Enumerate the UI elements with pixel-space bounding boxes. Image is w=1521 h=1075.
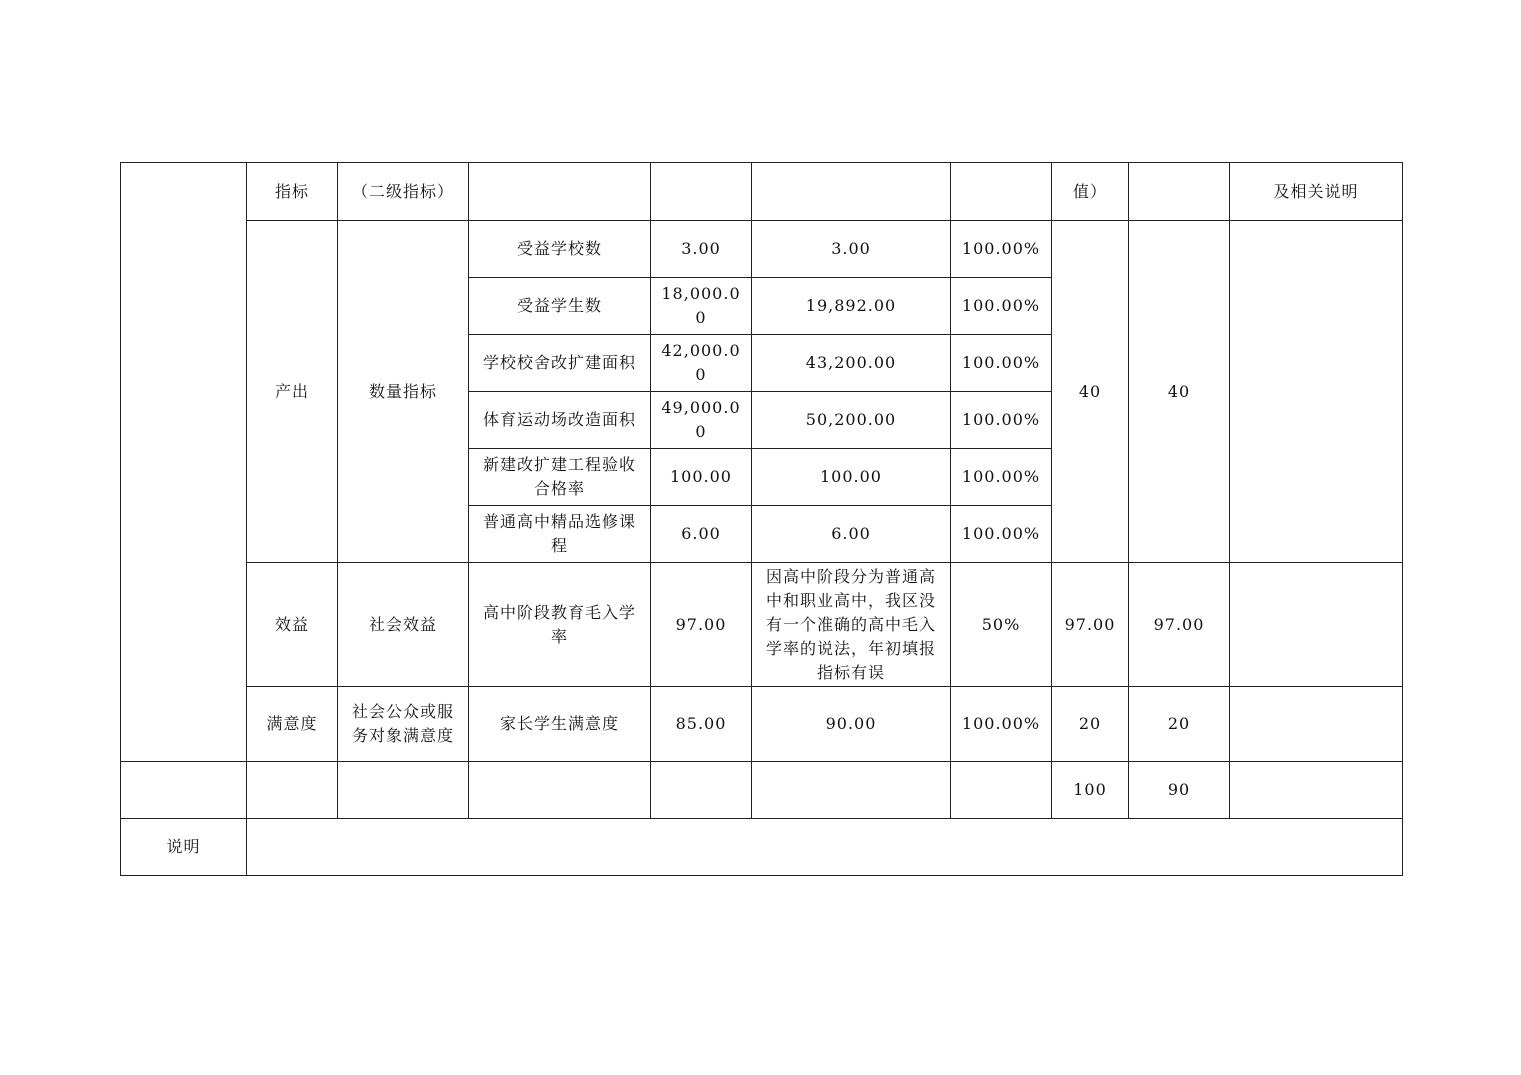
completion-rate: 100.00% <box>951 687 1052 762</box>
indicator-name: 受益学生数 <box>469 278 651 335</box>
actual-value: 50,200.00 <box>752 392 951 449</box>
header-score <box>1129 163 1230 221</box>
notes-label: 说明 <box>121 819 247 876</box>
benefit-remarks <box>1230 563 1403 687</box>
level2-social-benefit: 社会效益 <box>338 563 469 687</box>
total-empty-cell <box>951 762 1052 819</box>
notes-content <box>247 819 1403 876</box>
indicator-name: 学校校舍改扩建面积 <box>469 335 651 392</box>
target-value: 42,000.00 <box>651 335 752 392</box>
satisfaction-score: 20 <box>1129 687 1230 762</box>
completion-rate: 100.00% <box>951 221 1052 278</box>
total-weight: 100 <box>1052 762 1129 819</box>
header-level2-indicator: （二级指标） <box>338 163 469 221</box>
table-row <box>121 563 1403 687</box>
indicator-name: 体育运动场改造面积 <box>469 392 651 449</box>
completion-rate: 100.00% <box>951 506 1052 563</box>
total-empty-cell <box>469 762 651 819</box>
actual-value: 90.00 <box>752 687 951 762</box>
header-remarks: 及相关说明 <box>1230 163 1403 221</box>
target-value: 3.00 <box>651 221 752 278</box>
actual-value: 100.00 <box>752 449 951 506</box>
table-row <box>121 687 1403 762</box>
indicator-name: 高中阶段教育毛入学率 <box>469 563 651 687</box>
actual-value: 3.00 <box>752 221 951 278</box>
table-header-row <box>121 163 1403 221</box>
satisfaction-weight: 20 <box>1052 687 1129 762</box>
completion-rate: 100.00% <box>951 392 1052 449</box>
total-score: 90 <box>1129 762 1230 819</box>
actual-value-explanation: 因高中阶段分为普通高中和职业高中，我区没有一个准确的高中毛入学率的说法，年初填报指标有误 <box>752 563 951 687</box>
target-value: 100.00 <box>651 449 752 506</box>
header-weight: 值） <box>1052 163 1129 221</box>
target-value: 6.00 <box>651 506 752 563</box>
total-empty-cell <box>338 762 469 819</box>
completion-rate: 50% <box>951 563 1052 687</box>
total-remarks <box>1230 762 1403 819</box>
completion-rate: 100.00% <box>951 449 1052 506</box>
level2-quantity: 数量指标 <box>338 221 469 563</box>
header-level1-indicator: 指标 <box>247 163 338 221</box>
header-actual-value <box>752 163 951 221</box>
total-empty-cell <box>651 762 752 819</box>
table-row <box>121 221 1403 278</box>
completion-rate: 100.00% <box>951 335 1052 392</box>
header-level3-indicator <box>469 163 651 221</box>
output-remarks <box>1230 221 1403 563</box>
completion-rate: 100.00% <box>951 278 1052 335</box>
level1-output: 产出 <box>247 221 338 563</box>
total-empty-cell <box>247 762 338 819</box>
level1-benefit: 效益 <box>247 563 338 687</box>
benefit-weight: 97.00 <box>1052 563 1129 687</box>
satisfaction-remarks <box>1230 687 1403 762</box>
indicator-name: 普通高中精品选修课程 <box>469 506 651 563</box>
performance-table <box>120 162 1403 876</box>
actual-value: 43,200.00 <box>752 335 951 392</box>
header-completion-rate <box>951 163 1052 221</box>
project-label-cell <box>121 163 247 762</box>
notes-row <box>121 819 1403 876</box>
total-label-cell <box>121 762 247 819</box>
header-annual-target <box>651 163 752 221</box>
actual-value: 6.00 <box>752 506 951 563</box>
total-row <box>121 762 1403 819</box>
total-empty-cell <box>752 762 951 819</box>
target-value: 85.00 <box>651 687 752 762</box>
output-score: 40 <box>1129 221 1230 563</box>
indicator-name: 家长学生满意度 <box>469 687 651 762</box>
target-value: 97.00 <box>651 563 752 687</box>
benefit-score: 97.00 <box>1129 563 1230 687</box>
indicator-name: 新建改扩建工程验收合格率 <box>469 449 651 506</box>
indicator-name: 受益学校数 <box>469 221 651 278</box>
target-value: 18,000.00 <box>651 278 752 335</box>
actual-value: 19,892.00 <box>752 278 951 335</box>
level1-satisfaction: 满意度 <box>247 687 338 762</box>
target-value: 49,000.00 <box>651 392 752 449</box>
level2-public-satisfaction: 社会公众或服务对象满意度 <box>338 687 469 762</box>
output-weight: 40 <box>1052 221 1129 563</box>
